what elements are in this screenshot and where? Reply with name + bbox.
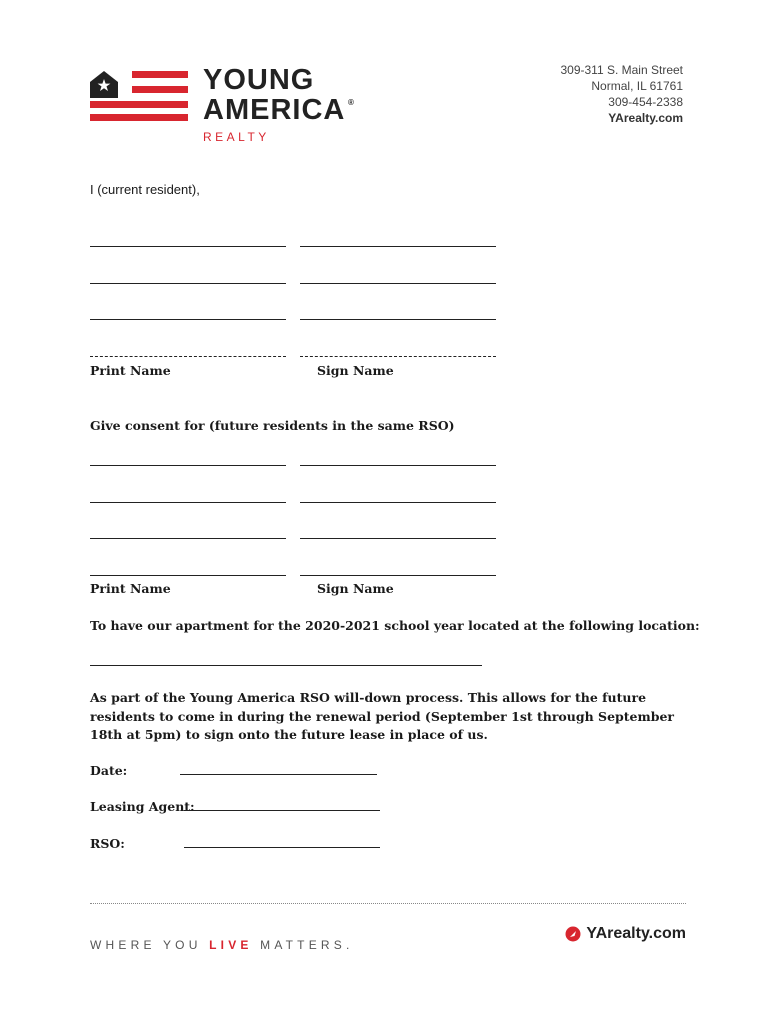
current-resident-label: I (current resident), xyxy=(90,182,200,197)
sign-name-line-2[interactable] xyxy=(300,283,496,284)
future-sign-name-line-3[interactable] xyxy=(300,538,496,539)
location-pin-icon xyxy=(565,926,581,942)
print-name-label: Print Name xyxy=(90,363,171,378)
leasing-agent-line[interactable] xyxy=(184,810,380,811)
print-name-line-3[interactable] xyxy=(90,319,286,320)
consent-label: Give consent for (future residents in the same RSO) xyxy=(90,418,455,433)
future-sign-name-line-4[interactable] xyxy=(300,575,496,576)
address-city: Normal, IL 61761 xyxy=(591,79,683,93)
tagline-live: LIVE xyxy=(209,938,253,952)
rso-label: RSO: xyxy=(90,836,125,851)
future-sign-name-label: Sign Name xyxy=(317,581,394,596)
flag-house-icon xyxy=(90,69,190,125)
footer-website-text: YArealty.com xyxy=(586,925,686,942)
leasing-agent-label: Leasing Agent: xyxy=(90,799,195,814)
logo-word-young: YOUNG xyxy=(203,64,315,96)
future-print-name-line-4[interactable] xyxy=(90,575,286,576)
print-name-line-2[interactable] xyxy=(90,283,286,284)
address-website: YArealty.com xyxy=(608,111,683,125)
future-print-name-label: Print Name xyxy=(90,581,171,596)
address-phone: 309-454-2338 xyxy=(608,95,683,109)
renewal-paragraph: As part of the Young America RSO will-down process. This allows for the future residents to come in during the renewal period (September 1st through September 18th at 5pm) to sign onto the future lease in place of us. xyxy=(90,690,674,742)
tagline-pre: WHERE YOU xyxy=(90,938,210,952)
future-sign-name-line-2[interactable] xyxy=(300,502,496,503)
rso-line[interactable] xyxy=(184,847,380,848)
sign-name-label: Sign Name xyxy=(317,363,394,378)
footer-website xyxy=(565,925,686,943)
address-street: 309-311 S. Main Street xyxy=(560,63,683,77)
address-block xyxy=(560,62,683,126)
logo-word-realty: REALTY xyxy=(203,130,270,144)
future-print-name-line-2[interactable] xyxy=(90,502,286,503)
location-line[interactable] xyxy=(90,665,482,666)
sign-name-line-4[interactable] xyxy=(300,356,496,357)
footer-tagline xyxy=(90,938,354,952)
sign-name-line-3[interactable] xyxy=(300,319,496,320)
registered-mark: ® xyxy=(348,98,355,107)
print-name-line-1[interactable] xyxy=(90,246,286,247)
date-line[interactable] xyxy=(180,774,377,775)
location-label: To have our apartment for the 2020-2021 school year located at the following location: xyxy=(90,618,700,633)
future-sign-name-line-1[interactable] xyxy=(300,465,496,466)
date-label: Date: xyxy=(90,763,128,778)
logo-word-america: AMERICA xyxy=(203,94,346,126)
print-name-line-4[interactable] xyxy=(90,356,286,357)
tagline-post: MATTERS. xyxy=(252,938,354,952)
future-print-name-line-3[interactable] xyxy=(90,538,286,539)
future-print-name-line-1[interactable] xyxy=(90,465,286,466)
company-logo xyxy=(90,66,370,146)
footer-divider xyxy=(90,903,686,904)
sign-name-line-1[interactable] xyxy=(300,246,496,247)
